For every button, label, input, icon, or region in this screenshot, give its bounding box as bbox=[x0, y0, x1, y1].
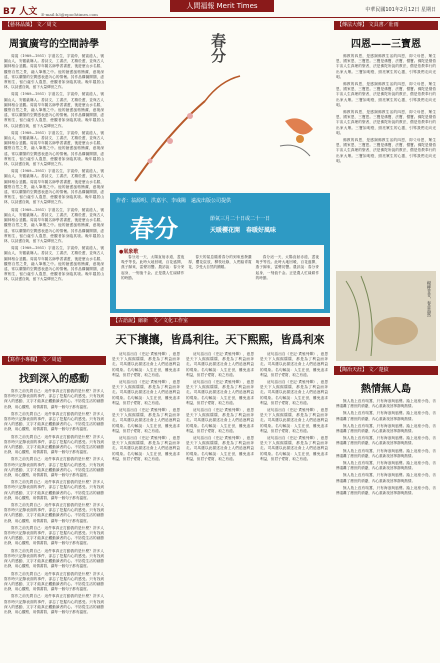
left-sub-article bbox=[2, 356, 106, 617]
left-sub-title: 找到深入的感動 bbox=[19, 374, 89, 385]
article2-body: 這句話出自《史記·貨殖列傳》，意思是天下人熙熙攘攘，都是為了利益而奔走。司馬遷以此描述社會上人們追逐利益的現象。名句解說：人生在世，難免追求利益，但君子愛財，取之有道。 這句話出自《史記·貨殖列傳》，意思是天下人熙熙攘攘，都是為了利益而奔走。司馬遷以此描述社會上人們追逐利益的現象。名句解說：人生在世，難免追求利益，但君子愛財，取之有道。 這句話出自《史記·貨殖列傳》，意思是天下人熙熙攘攘，都是為了利益而奔走。司馬遷以此描述社會上人們追逐利益的現象。名句解說：人生在世，難免追求利益，但君子愛財，取之有道。 這句話出自《史記·貨殖列傳》，意思是天下人熙熙攘攘，都是為了利益而奔走。司馬遷以此描述社會上人們追逐利益的現象。名句解說：人生在世，難免追求利益，但君子愛財，取之有道。 這句話出自《史記·貨殖列傳》，意思是天下人熙熙攘攘，都是為了利益而奔走。司馬遷以此描述社會上人們追逐利益的現象。名句解說：人生在世，難免追求利益，但君子愛財，取之有道。 這句話出自《史記·貨殖列傳》，意思是天下人熙熙攘攘，都是為了利益而奔走。司馬遷以此描述社會上人們追逐利益的現象。名句解說：人生在世，難免追求利益，但君子愛財，取之有道。 這句話出自《史記·貨殖列傳》，意思是天下人熙熙攘攘，都是為了利益而奔走。司馬遷以此描述社會上人們追逐利益的現象。名句解說：人生在世，難免追求利益，但君子愛財，取之有道。 這句話出自《史記·貨殖列傳》，意思是天下人熙熙攘攘，都是為了利益而奔走。司馬遷以此描述社會上人們追逐利益的現象。名句解說：人生在世，難免追求利益，但君子愛財，取之有道。 這句話出自《史記·貨殖列傳》，意思是天下人熙熙攘攘，都是為了利益而奔走。司馬遷以此描述社會上人們追逐利益的現象。名句解說：人生在世，難免追求利益，但君子愛財，取之有道。 這句話出自《史記·貨殖列傳》，意思是天下人熙熙攘攘，都是為了利益而奔走。司馬遷以此描述社會上人們追逐利益的現象。名句解說：人生在世，難免追求利益，但君子愛財，取之有道。 這句話出自《史記·貨殖列傳》，意思是天下人熙熙攘攘，都是為了利益而奔走。司馬遷以此描述社會上人們追逐利益的現象。名句解說：人生在世，難免追求利益，但君子愛財，取之有道。 這句話出自《史記·貨殖列傳》，意思是天下人熙熙攘攘，都是為了利益而奔走。司馬遷以此描述社會上人們追逐利益的現象。名句解說：人生在世，難免追求利益，但君子愛財，取之有道。 bbox=[112, 352, 328, 461]
right-column bbox=[334, 21, 438, 661]
issue-date: 中華民國101年2月12日 星期日 bbox=[365, 7, 436, 13]
spring-banner bbox=[110, 193, 330, 313]
flower-illustration bbox=[110, 21, 330, 191]
right-title: 四恩——三寶恩 bbox=[351, 39, 421, 50]
right-sub-body: 無人島上沒有喧囂，只有海浪與風聲。踏上這座小島，彷彿遠離了塵世的煩憂，內心重新找回寧靜與熱情。 無人島上沒有喧囂，只有海浪與風聲。踏上這座小島，彷彿遠離了塵世的煩憂，內心重新找回寧靜與熱情。 無人島上沒有喧囂，只有海浪與風聲。踏上這座小島，彷彿遠離了塵世的煩憂，內心重新找回寧靜與熱情。 無人島上沒有喧囂，只有海浪與風聲。踏上這座小島，彷彿遠離了塵世的煩憂，內心重新找回寧靜與熱情。 無人島上沒有喧囂，只有海浪與風聲。踏上這座小島，彷彿遠離了塵世的煩憂，內心重新找回寧靜與熱情。 無人島上沒有喧囂，只有海浪與風聲。踏上這座小島，彷彿遠離了塵世的煩憂，內心重新找回寧靜與熱情。 無人島上沒有喧囂，只有海浪與風聲。踏上這座小島，彷彿遠離了塵世的煩憂，內心重新找回寧靜與熱情。 無人島上沒有喧囂，只有海浪與風聲。踏上這座小島，彷彿遠離了塵世的煩憂，內心重新找回寧靜與熱情。 bbox=[336, 399, 436, 496]
masthead: 人間福報 Merit Times bbox=[170, 0, 274, 12]
center-column bbox=[110, 21, 330, 661]
calligraphy-title: 春分 bbox=[209, 33, 227, 63]
right-sub-tag: 【陶冶天涯】 文／楚紋 bbox=[334, 366, 438, 375]
right-sub-article bbox=[334, 366, 438, 498]
article2-title: 天下攘攘，皆爲利往。天下熙熙，皆爲利來 bbox=[115, 333, 325, 346]
banner-subtitle: 節氣三月二十日或二十一日 bbox=[210, 216, 271, 222]
left-tag: 【藝林品藻】 文／周文 bbox=[2, 21, 106, 30]
banner-meta: 作者：翁源明、洪嘉宇、李彧陽 遠流出版公司提供 bbox=[116, 198, 232, 204]
center-article2 bbox=[110, 317, 330, 661]
left-body: 周賓（1989—1951）字道名生，字賓仲，號賓道人，號圖山人，安徽歙縣人。善詩文，工書法，尤精於畫，並與古人圖林相合並觀。周賓早年隨名師學習書畫，後遊歷山水名勝，觀察自然之景，融入筆墨之中。他的繪畫風格簡潔，意境深遠，常以廣闊的空間感表達內心的情懷。其作品構圖開闊，虛實相生，留白處引人遐思，使觀者如身臨其境。晚年隱居山林，以詩畫自娛，留下大量傳世之作。 周賓（1989—1951）字道名生，字賓仲，號賓道人，號圖山人，安徽歙縣人。善詩文，工書法，尤精於畫，並與古人圖林相合並觀。周賓早年隨名師學習書畫，後遊歷山水名勝，觀察自然之景，融入筆墨之中。他的繪畫風格簡潔，意境深遠，常以廣闊的空間感表達內心的情懷。其作品構圖開闊，虛實相生，留白處引人遐思，使觀者如身臨其境。晚年隱居山林，以詩畫自娛，留下大量傳世之作。 周賓（1989—1951）字道名生，字賓仲，號賓道人，號圖山人，安徽歙縣人。善詩文，工書法，尤精於畫，並與古人圖林相合並觀。周賓早年隨名師學習書畫，後遊歷山水名勝，觀察自然之景，融入筆墨之中。他的繪畫風格簡潔，意境深遠，常以廣闊的空間感表達內心的情懷。其作品構圖開闊，虛實相生，留白處引人遐思，使觀者如身臨其境。晚年隱居山林，以詩畫自娛，留下大量傳世之作。 周賓（1989—1951）字道名生，字賓仲，號賓道人，號圖山人，安徽歙縣人。善詩文，工書法，尤精於畫，並與古人圖林相合並觀。周賓早年隨名師學習書畫，後遊歷山水名勝，觀察自然之景，融入筆墨之中。他的繪畫風格簡潔，意境深遠，常以廣闊的空間感表達內心的情懷。其作品構圖開闊，虛實相生，留白處引人遐思，使觀者如身臨其境。晚年隱居山林，以詩畫自娛，留下大量傳世之作。 周賓（1989—1951）字道名生，字賓仲，號賓道人，號圖山人，安徽歙縣人。善詩文，工書法，尤精於畫，並與古人圖林相合並觀。周賓早年隨名師學習書畫，後遊歷山水名勝，觀察自然之景，融入筆墨之中。他的繪畫風格簡潔，意境深遠，常以廣闊的空間感表達內心的情懷。其作品構圖開闊，虛實相生，留白處引人遐思，使觀者如身臨其境。晚年隱居山林，以詩畫自娛，留下大量傳世之作。 周賓（1989—1951）字道名生，字賓仲，號賓道人，號圖山人，安徽歙縣人。善詩文，工書法，尤精於畫，並與古人圖林相合並觀。周賓早年隨名師學習書畫，後遊歷山水名勝，觀察自然之景，融入筆墨之中。他的繪畫風格簡潔，意境深遠，常以廣闊的空間感表達內心的情懷。其作品構圖開闊，虛實相生，留白處引人遐思，使觀者如身臨其境。晚年隱居山林，以詩畫自娛，留下大量傳世之作。 bbox=[4, 54, 104, 282]
banner-text bbox=[116, 245, 324, 309]
article2-tag: 【古語說】縮新 文／文化工作室 bbox=[110, 317, 330, 326]
photo bbox=[336, 271, 436, 361]
email: E-mail:b3@epochtimes.com bbox=[41, 12, 98, 17]
right-tag: 【傳法大傳】 文具書／壯雨 bbox=[334, 21, 438, 30]
willow-photo bbox=[336, 271, 436, 361]
illustration bbox=[110, 21, 330, 191]
page-number: B7 人文 bbox=[3, 7, 38, 17]
left-column bbox=[2, 21, 106, 661]
banner-subtitle2: 天暖櫻花開 春暖好風味 bbox=[210, 227, 277, 234]
banner-title: 春分 bbox=[130, 214, 178, 243]
photo-caption: 楊柳青青，春意盎然 bbox=[427, 281, 432, 317]
left-sub-body: 寫作之前先問自己：這件事真正打動我的是什麼？許多人寫作時只記錄表面的事件，卻忘了挖掘內心的感受。只有找到深入的感動，文字才能真正觸動讀者的心。不妨從生活的細節出發，用心觀察，用情書寫，讓每一個句子都有溫度。 寫作之前先問自己：這件事真正打動我的是什麼？許多人寫作時只記錄表面的事件，卻忘了挖掘內心的感受。只有找到深入的感動，文字才能真正觸動讀者的心。不妨從生活的細節出發，用心觀察，用情書寫，讓每一個句子都有溫度。 寫作之前先問自己：這件事真正打動我的是什麼？許多人寫作時只記錄表面的事件，卻忘了挖掘內心的感受。只有找到深入的感動，文字才能真正觸動讀者的心。不妨從生活的細節出發，用心觀察，用情書寫，讓每一個句子都有溫度。 寫作之前先問自己：這件事真正打動我的是什麼？許多人寫作時只記錄表面的事件，卻忘了挖掘內心的感受。只有找到深入的感動，文字才能真正觸動讀者的心。不妨從生活的細節出發，用心觀察，用情書寫，讓每一個句子都有溫度。 寫作之前先問自己：這件事真正打動我的是什麼？許多人寫作時只記錄表面的事件，卻忘了挖掘內心的感受。只有找到深入的感動，文字才能真正觸動讀者的心。不妨從生活的細節出發，用心觀察，用情書寫，讓每一個句子都有溫度。 寫作之前先問自己：這件事真正打動我的是什麼？許多人寫作時只記錄表面的事件，卻忘了挖掘內心的感受。只有找到深入的感動，文字才能真正觸動讀者的心。不妨從生活的細節出發，用心觀察，用情書寫，讓每一個句子都有溫度。 寫作之前先問自己：這件事真正打動我的是什麼？許多人寫作時只記錄表面的事件，卻忘了挖掘內心的感受。只有找到深入的感動，文字才能真正觸動讀者的心。不妨從生活的細節出發，用心觀察，用情書寫，讓每一個句子都有溫度。 寫作之前先問自己：這件事真正打動我的是什麼？許多人寫作時只記錄表面的事件，卻忘了挖掘內心的感受。只有找到深入的感動，文字才能真正觸動讀者的心。不妨從生活的細節出發，用心觀察，用情書寫，讓每一個句子都有溫度。 寫作之前先問自己：這件事真正打動我的是什麼？許多人寫作時只記錄表面的事件，卻忘了挖掘內心的感受。只有找到深入的感動，文字才能真正觸動讀者的心。不妨從生活的細節出發，用心觀察，用情書寫，讓每一個句子都有溫度。 寫作之前先問自己：這件事真正打動我的是什麼？許多人寫作時只記錄表面的事件，卻忘了挖掘內心的感受。只有找到深入的感動，文字才能真正觸動讀者的心。不妨從生活的細節出發，用心觀察，用情書寫，讓每一個句子都有溫度。 bbox=[4, 389, 104, 614]
right-body: 佛教的四恩，是感謝佛教生活的四恩，即父母恩、眾生恩、國家恩、三寶恩。三寶是佛寶、法寶、僧寶。佛陀是覺悟宇宙人生真理的聖者，法是佛陀所說的教法，僧是依教奉行的出家大眾。三寶如明燈，照亮眾生的心靈，引導我們走向光明。 佛教的四恩，是感謝佛教生活的四恩，即父母恩、眾生恩、國家恩、三寶恩。三寶是佛寶、法寶、僧寶。佛陀是覺悟宇宙人生真理的聖者，法是佛陀所說的教法，僧是依教奉行的出家大眾。三寶如明燈，照亮眾生的心靈，引導我們走向光明。 佛教的四恩，是感謝佛教生活的四恩，即父母恩、眾生恩、國家恩、三寶恩。三寶是佛寶、法寶、僧寶。佛陀是覺悟宇宙人生真理的聖者，法是佛陀所說的教法，僧是依教奉行的出家大眾。三寶如明燈，照亮眾生的心靈，引導我們走向光明。 佛教的四恩，是感謝佛教生活的四恩，即父母恩、眾生恩、國家恩、三寶恩。三寶是佛寶、法寶、僧寶。佛陀是覺悟宇宙人生真理的聖者，法是佛陀所說的教法，僧是依教奉行的出家大眾。三寶如明燈，照亮眾生的心靈，引導我們走向光明。 bbox=[336, 54, 436, 163]
left-title: 周賓廣穹的空間詩學 bbox=[9, 39, 99, 50]
right-sub-title: 熱情無人島 bbox=[361, 384, 411, 395]
snippet-head: ●氣象歌 bbox=[119, 249, 139, 255]
snippet-body: 春分這一天，太陽直射赤道，晝夜幾乎等長。此時大地回暖，百花盛開，燕子歸來，雷聲初響。農諺說：春分麥起身，一刻值千金。正是農人忙碌耕作的時節。 春天的氣息隨著春分的到來愈發濃厚，櫻花綻放，柳枝吐綠，人們踏青賞花，享受大自然的饋贈。 春分這一天，太陽直射赤道，晝夜幾乎等長。此時大地回暖，百花盛開，燕子歸來，雷聲初響。農諺說：春分麥起身，一刻值千金。正是農人忙碌耕作的時節。 bbox=[121, 255, 319, 280]
left-sub-tag: 【寫作小專欄】 文／周道 bbox=[2, 356, 106, 365]
